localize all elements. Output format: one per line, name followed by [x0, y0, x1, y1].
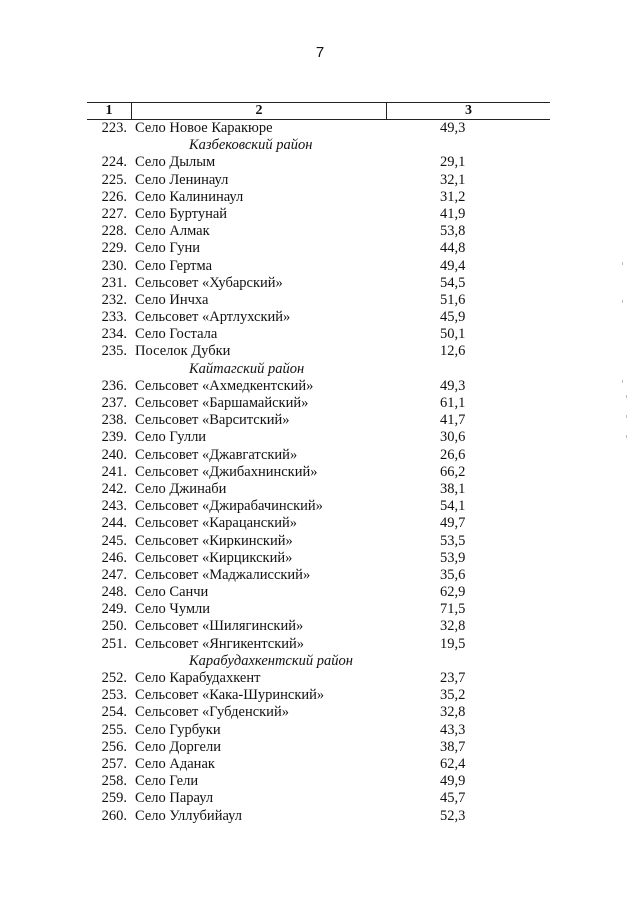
settlement-name: Сельсовет «Варситский» [135, 412, 290, 429]
row-number: 249. [101, 601, 127, 618]
settlement-name: Сельсовет «Кака-Шуринский» [135, 687, 325, 704]
row-number: 235. [101, 343, 127, 360]
settlement-value: 53,9 [440, 549, 466, 566]
settlement-name: Село Алмак [135, 223, 210, 240]
table-row [87, 687, 550, 704]
district-heading: Кайтагский район [189, 360, 305, 377]
table-row [87, 704, 550, 721]
settlement-value: 35,6 [440, 566, 466, 583]
row-number: 233. [101, 309, 127, 326]
settlement-name: Село Доргели [135, 738, 221, 755]
row-number: 257. [101, 755, 127, 772]
settlement-name: Сельсовет «Ахмедкентский» [135, 377, 314, 394]
table-row [87, 189, 550, 206]
settlement-name: Сельсовет «Артлухский» [135, 309, 291, 326]
settlement-value: 32,8 [440, 704, 466, 721]
table-row [87, 773, 550, 790]
settlement-name: Село Уллубийаул [135, 807, 243, 824]
row-number: 236. [101, 377, 127, 394]
settlement-value: 38,7 [440, 738, 466, 755]
settlement-name: Село Гуни [135, 240, 200, 257]
settlement-value: 29,1 [440, 154, 466, 171]
row-number: 254. [101, 704, 127, 721]
settlement-value: 43,3 [440, 721, 466, 738]
settlement-name: Село Гурбуки [135, 721, 221, 738]
table-row [87, 636, 550, 653]
settlement-value: 61,1 [440, 395, 466, 411]
settlement-value: 44,8 [440, 240, 466, 257]
settlement-name: Сельсовет «Баршамайский» [135, 395, 309, 411]
settlement-name: Сельсовет «Джавгатский» [135, 446, 298, 463]
row-number: 228. [101, 223, 127, 240]
settlement-value: 52,3 [440, 807, 466, 824]
settlement-value: 35,2 [440, 687, 466, 704]
settlement-name: Сельсовет «Янгикентский» [135, 635, 305, 652]
row-number: 237. [101, 395, 127, 411]
row-number: 246. [101, 549, 127, 566]
row-number: 251. [101, 635, 127, 652]
row-number: 252. [101, 670, 127, 686]
settlement-name: Село Аданак [135, 755, 215, 772]
settlement-name: Село Ленинаул [135, 171, 229, 188]
row-number: 223. [101, 120, 127, 136]
settlement-name: Село Гели [135, 773, 199, 790]
page-number: 7 [315, 44, 325, 61]
row-number: 256. [101, 738, 127, 755]
settlement-value: 49,3 [440, 377, 466, 394]
settlement-name: Сельсовет «Кирцикский» [135, 549, 293, 566]
table-row [87, 326, 550, 343]
row-number: 241. [101, 463, 127, 480]
settlement-value: 54,5 [440, 274, 466, 291]
row-number: 227. [101, 205, 127, 222]
settlement-name: Сельсовет «Джибахнинский» [135, 463, 318, 480]
settlement-value: 26,6 [440, 446, 466, 463]
district-heading: Карабудахкентский район [189, 652, 353, 669]
settlement-value: 66,2 [440, 463, 466, 480]
row-number: 224. [101, 154, 127, 171]
row-number: 226. [101, 188, 127, 205]
scan-speck [626, 395, 627, 398]
table-row [87, 412, 550, 429]
table-header [87, 102, 550, 120]
row-number: 258. [101, 773, 127, 790]
table-row [87, 292, 550, 309]
table-row [87, 670, 550, 687]
table-row [87, 808, 550, 825]
settlement-value: 71,5 [440, 601, 466, 618]
settlement-name: Село Дылым [135, 154, 216, 171]
row-number: 234. [101, 326, 127, 343]
table-row [87, 567, 550, 584]
settlement-value: 41,9 [440, 205, 466, 222]
settlement-value: 49,7 [440, 515, 466, 532]
settlement-name: Село Санчи [135, 584, 209, 601]
row-number: 242. [101, 480, 127, 497]
settlement-name: Сельсовет «Хубарский» [135, 274, 283, 291]
row-number: 225. [101, 171, 127, 188]
settlement-value: 30,6 [440, 429, 466, 446]
scan-speck [626, 435, 627, 438]
settlement-value: 50,1 [440, 326, 466, 343]
scan-speck [626, 415, 627, 418]
scan-speck [622, 300, 623, 303]
settlement-name: Сельсовет «Карацанский» [135, 515, 298, 532]
row-number: 238. [101, 412, 127, 429]
settlement-name: Сельсовет «Киркинский» [135, 532, 293, 549]
header-col-1: 1 [87, 103, 132, 119]
settlement-value: 19,5 [440, 635, 466, 652]
settlements-table [87, 102, 550, 825]
table-row [87, 618, 550, 635]
table-row [87, 533, 550, 550]
row-number: 259. [101, 790, 127, 807]
settlement-value: 12,6 [440, 343, 466, 360]
settlement-name: Село Гостала [135, 326, 218, 343]
row-number: 244. [101, 515, 127, 532]
table-row [87, 206, 550, 223]
settlement-value: 54,1 [440, 498, 466, 515]
table-row [87, 756, 550, 773]
table-row [87, 739, 550, 756]
settlement-value: 32,1 [440, 171, 466, 188]
settlement-name: Село Новое Каракюре [135, 120, 273, 136]
settlement-value: 32,8 [440, 618, 466, 635]
settlement-value: 49,3 [440, 120, 466, 136]
scan-speck [622, 380, 623, 383]
table-row [87, 429, 550, 446]
settlement-value: 23,7 [440, 670, 466, 686]
settlement-name: Сельсовет «Джирабачинский» [135, 498, 323, 515]
settlement-name: Сельсовет «Маджалисский» [135, 566, 311, 583]
table-row [87, 258, 550, 275]
settlement-name: Село Карабудахкент [135, 670, 261, 686]
settlement-value: 31,2 [440, 188, 466, 205]
table-row [87, 120, 550, 137]
settlement-value: 62,4 [440, 755, 466, 772]
table-row [87, 584, 550, 601]
row-number: 240. [101, 446, 127, 463]
table-body [87, 120, 550, 825]
table-row [87, 790, 550, 807]
settlement-name: Село Джинаби [135, 480, 227, 497]
settlement-value: 62,9 [440, 584, 466, 601]
table-row [87, 447, 550, 464]
settlement-value: 45,7 [440, 790, 466, 807]
row-number: 230. [101, 257, 127, 274]
settlement-value: 41,7 [440, 412, 466, 429]
row-number: 243. [101, 498, 127, 515]
settlement-name: Село Инчха [135, 291, 209, 308]
row-number: 247. [101, 566, 127, 583]
settlement-name: Село Калининаул [135, 188, 244, 205]
table-row [87, 515, 550, 532]
row-number: 231. [101, 274, 127, 291]
row-number: 250. [101, 618, 127, 635]
table-row [87, 481, 550, 498]
table-row [87, 378, 550, 395]
settlement-value: 49,9 [440, 773, 466, 790]
table-row [87, 154, 550, 171]
table-row [87, 550, 550, 567]
table-row [87, 240, 550, 257]
settlement-value: 38,1 [440, 480, 466, 497]
settlement-value: 53,5 [440, 532, 466, 549]
row-number: 245. [101, 532, 127, 549]
scan-speck [622, 262, 623, 265]
settlement-name: Сельсовет «Губденский» [135, 704, 289, 721]
table-row [87, 464, 550, 481]
settlement-name: Село Буртунай [135, 205, 228, 222]
table-row [87, 722, 550, 739]
table-row [87, 343, 550, 360]
table-row [87, 172, 550, 189]
header-col-2: 2 [132, 103, 387, 119]
settlement-name: Сельсовет «Шилягинский» [135, 618, 304, 635]
row-number: 253. [101, 687, 127, 704]
settlement-name: Село Параул [135, 790, 214, 807]
settlement-value: 53,8 [440, 223, 466, 240]
settlement-value: 49,4 [440, 257, 466, 274]
row-number: 248. [101, 584, 127, 601]
row-number: 255. [101, 721, 127, 738]
settlement-name: Село Чумли [135, 601, 211, 618]
district-heading: Казбековский район [189, 137, 313, 154]
header-col-3: 3 [465, 103, 472, 118]
table-row [87, 601, 550, 618]
settlement-name: Село Гертма [135, 257, 213, 274]
row-number: 232. [101, 291, 127, 308]
row-number: 239. [101, 429, 127, 446]
settlement-value: 51,6 [440, 291, 466, 308]
settlement-value: 45,9 [440, 309, 466, 326]
table-row [87, 309, 550, 326]
settlement-name: Село Гулли [135, 429, 207, 446]
row-number: 260. [101, 807, 127, 824]
table-row [87, 275, 550, 292]
table-row [87, 498, 550, 515]
table-row [87, 223, 550, 240]
table-row [87, 395, 550, 412]
settlement-name: Поселок Дубки [135, 343, 231, 360]
row-number: 229. [101, 240, 127, 257]
